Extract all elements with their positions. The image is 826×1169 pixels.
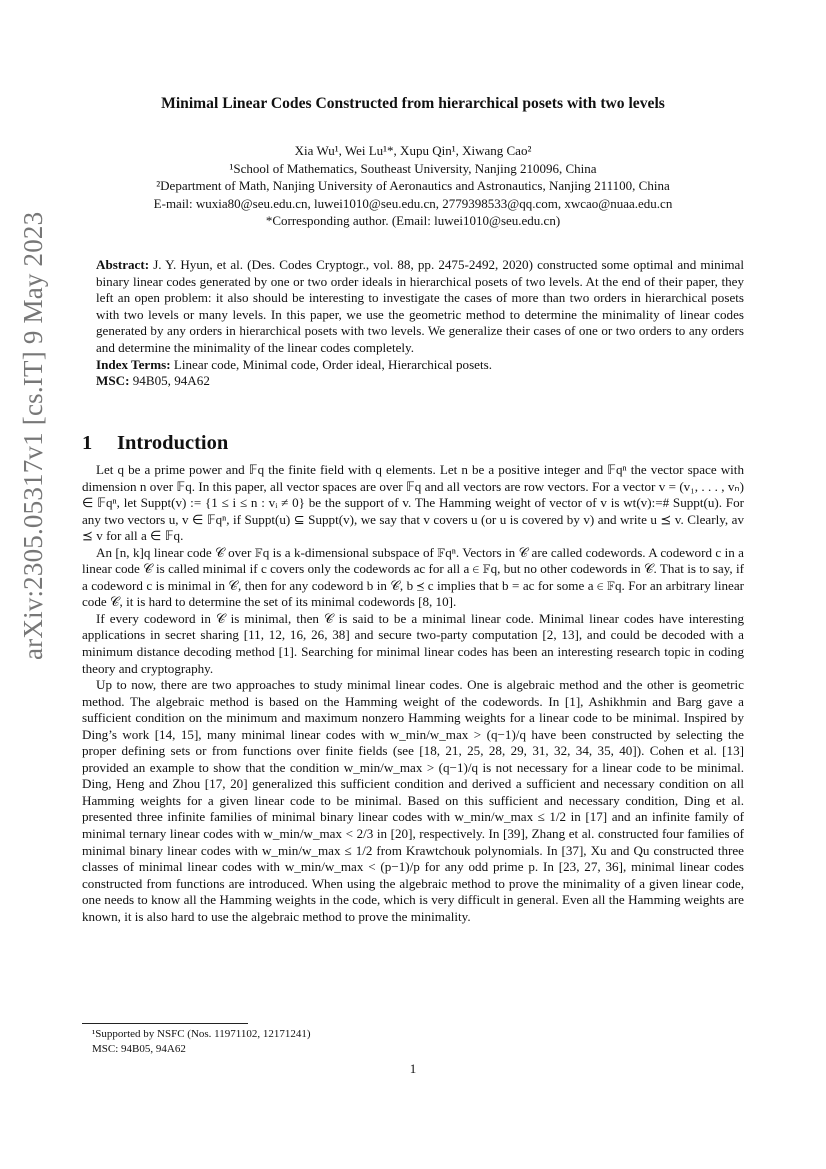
msc-line [96, 373, 744, 390]
abstract-block [96, 257, 744, 390]
index-terms-text: Linear code, Minimal code, Order ideal, Hierarchical posets. [173, 356, 492, 372]
footnote-rule [82, 1023, 248, 1024]
email-line: E-mail: wuxia80@seu.edu.cn, luwei1010@seu.edu.cn, 2779398533@qq.com, xwcao@nuaa.edu.cn [153, 195, 673, 211]
paragraph-4: Up to now, there are two approaches to study minimal linear codes. One is algebraic method and the other is geometric method. The algebraic method is based on the Hamming weight of the codewords. In [1], Ashikhmin and Barg gave a sufficient condition on the minimum and maximum nonzero Hamming weights for a linear code to be minimal. Inspired by Ding’s work [14, 15], many minimal linear codes with w_min/w_max > (q−1)/q have been constructed by selecting the proper defining sets or from functions over finite fields (see [18, 21, 25, 28, 29, 31, 32, 34, 35, 40]). Cohen et al. [13] provided an example to show that the condition w_min/w_max > (q−1)/q is not necessary for a linear code to be minimal. Ding, Heng and Zhou [17, 20] generalized this sufficient condition and derived a sufficient and necessary condition on all Hamming weights for a given linear code to be minimal. Based on this sufficient and necessary condition, Ding et al. presented three infinite families of minimal binary linear codes with w_min/w_max ≤ 1/2 in [17] and an infinite family of minimal ternary linear codes with w_min/w_max < 2/3 in [20], respectively. In [39], Zhang et al. constructed four families of minimal binary linear codes with w_min/w_max ≤ 1/2 from Krawtchouk polynomials. In [37], Xu and Qu constructed three classes of minimal linear codes with w_min/w_max < (p−1)/p for any odd prime p. In [23, 27, 36], minimal linear codes constructed from functions are introduced. When using the algebraic method to prove the minimality of a given linear code, one needs to know all the Hamming weights in the code, which is very difficult in general. Even all the Hamming weights are known, it is also hard to use the algebraic method to prove the minimality. [82, 677, 744, 924]
footnotes [92, 1027, 732, 1056]
affiliation-1: ¹School of Mathematics, Southeast University, Nanjing 210096, China [229, 160, 597, 176]
section-title: Introduction [117, 432, 229, 454]
msc-text: 94B05, 94A62 [132, 373, 210, 389]
index-terms [96, 357, 744, 374]
section-heading [82, 432, 742, 455]
section-number: 1 [82, 432, 93, 454]
author-block [80, 142, 746, 230]
paper-title: Minimal Linear Codes Constructed from hierarchical posets with two levels [161, 95, 665, 112]
arxiv-side-identifier: arXiv:2305.05317v1 [cs.IT] 9 May 2023 [18, 211, 48, 660]
footnote-funding: ¹Supported by NSFC (Nos. 11971102, 12171241) [92, 1028, 311, 1040]
paragraph-2: An [n, k]q linear code 𝒞 over 𝔽q is a k-dimensional subspace of 𝔽qⁿ. Vectors in 𝒞 are called codewords. A codeword c in a linear code 𝒞 is called minimal if c covers only the codewords ac for all a ∈ 𝔽q, but no other codewords in 𝒞. That is to say, if a codeword c is minimal in 𝒞, then for any codeword b in 𝒞, b ⪯ c implies that b = ac for some a ∈ 𝔽q. For an arbitrary linear code 𝒞, it is hard to determine the set of its minimal codewords [8, 10]. [82, 544, 744, 610]
page-number: 1 [409, 1061, 417, 1076]
footnote-msc: MSC: 94B05, 94A62 [92, 1042, 186, 1055]
abstract-label: Abstract: [96, 257, 150, 272]
paragraph-1: Let q be a prime power and 𝔽q the finite field with q elements. Let n be a positive integer and 𝔽qⁿ the vector space with dimension n over 𝔽q. In this paper, all vector spaces are over 𝔽q and all vectors are row vectors. For a vector v = (v₁, . . . , vₙ) ∈ 𝔽qⁿ, let Suppt(v) := {1 ≤ i ≤ n : vᵢ ≠ 0} be the support of v. The Hamming weight of vector of v is wt(v):=# Suppt(u). For any two vectors u, v ∈ 𝔽qⁿ, if Suppt(u) ⊆ Suppt(v), we say that v covers u (or u is covered by v) and write u ⪯ v. Clearly, av ⪯ v for all a ∈ 𝔽q. [82, 462, 744, 544]
abstract-paragraph [96, 257, 744, 357]
section-body [82, 462, 744, 925]
index-terms-label: Index Terms: [96, 356, 171, 372]
abstract-text: J. Y. Hyun, et al. (Des. Codes Cryptogr., vol. 88, pp. 2475-2492, 2020) constructed some optimal and minimal binary linear codes generated by one or two order ideals in hierarchical posets of two levels. At the end of their paper, they left an open problem: it also should be interesting to investigate the cases of more than two orders in hierarchical posets with two levels or many levels. In this paper, we use the geometric method to determine the minimality of linear codes generated by any orders in hierarchical posets with two levels. We generalize their cases of one or two orders to any orders and determine the minimality of the linear codes completely. [96, 257, 744, 355]
corresponding-author: *Corresponding author. (Email: luwei1010@seu.edu.cn) [265, 213, 561, 229]
msc-label: MSC: [96, 373, 130, 389]
affiliation-2: ²Department of Math, Nanjing University of Aeronautics and Astronautics, Nanjing 211100, China [156, 178, 670, 194]
paragraph-3: If every codeword in 𝒞 is minimal, then 𝒞 is said to be a minimal linear code. Minimal linear codes have interesting applications in secret sharing [11, 12, 16, 26, 38] and secure two-party computation [2, 13], and could be decoded with a minimum distance decoding method [1]. Searching for minimal linear codes has been an interesting research topic in coding theory and cryptography. [82, 610, 744, 676]
author-names: Xia Wu¹, Wei Lu¹*, Xupu Qin¹, Xiwang Cao² [294, 143, 532, 158]
